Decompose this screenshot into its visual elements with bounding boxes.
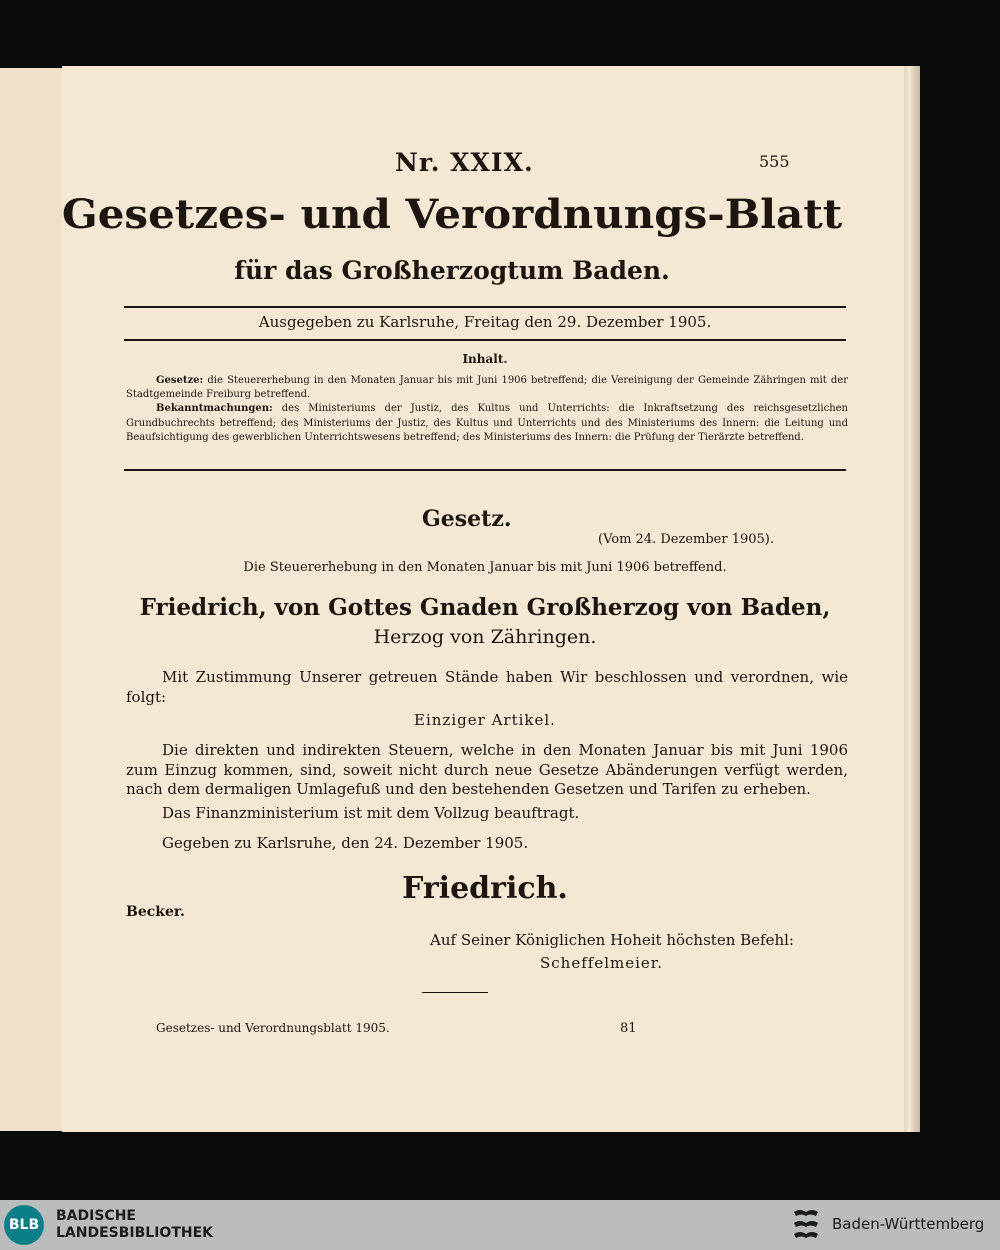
library-name-line2: LANDESBIBLIOTHEK bbox=[56, 1225, 214, 1241]
signature: Friedrich. bbox=[402, 871, 568, 906]
sovereign-subtitle: Herzog von Zähringen. bbox=[373, 626, 597, 648]
closing-rule bbox=[422, 992, 488, 993]
library-bar bbox=[0, 1200, 1000, 1250]
footer-publication: Gesetzes- und Verordnungsblatt 1905. bbox=[156, 1021, 390, 1035]
preamble: Mit Zustimmung Unserer getreuen Stände haben Wir beschlossen und verordnen, wie folgt: bbox=[126, 668, 848, 706]
rule-issue bbox=[124, 339, 846, 341]
rule-contents bbox=[124, 469, 846, 471]
contents-notices-text: des Ministeriums der Justiz, des Kultus und Unterrichts: die Inkraftsetzung des reichsgesetzlichen Grundbuchrechts betreffend; des Ministeriums der Justiz, des Kultus und Unterrichts und des Ministeriums des Innern: die Leitung und Beaufsichtigung des gewerblichen Unterrichtswesens betreffend; des Ministeriums des Innern: die Prüfung der Tierärzte betreffend. bbox=[126, 403, 848, 443]
rule-top bbox=[124, 306, 846, 308]
contents-notices-label: Bekanntmachungen: bbox=[156, 403, 273, 415]
page-stack-edge bbox=[902, 66, 920, 1132]
footer-sheet-number: 81 bbox=[620, 1021, 637, 1036]
countersignature: Becker. bbox=[126, 904, 185, 920]
page-title: Gesetzes- und Verordnungs-Blatt bbox=[61, 191, 843, 238]
page-number: 555 bbox=[759, 152, 790, 171]
library-name-line1: BADISCHE bbox=[56, 1208, 136, 1224]
article-text: Die direkten und indirekten Steuern, welche in den Monaten Januar bis mit Juni 1906 zum Einzug kommen, sind, soweit nicht durch neue Gesetze Abänderungen verfügt werden, nach dem dermaligen Umlagefuß und den bestehenden Gesetzen und Tarifen zu erheben. bbox=[126, 741, 848, 798]
lions-crest-icon bbox=[790, 1206, 824, 1244]
contents-laws-label: Gesetze: bbox=[156, 375, 204, 386]
contents-block bbox=[126, 374, 848, 445]
given-line: Gegeben zu Karlsruhe, den 24. Dezember 1905. bbox=[162, 834, 529, 852]
document-page bbox=[62, 66, 904, 1132]
page-subtitle: für das Großherzogtum Baden. bbox=[234, 256, 670, 285]
article-heading: Einziger Artikel. bbox=[414, 711, 556, 729]
library-name[interactable] bbox=[56, 1208, 213, 1242]
contents-heading: Inhalt. bbox=[462, 352, 508, 366]
blb-logo-icon[interactable]: BLB bbox=[4, 1205, 44, 1245]
official-name: Scheffelmeier. bbox=[540, 954, 664, 972]
state-name[interactable]: Baden-Württemberg bbox=[832, 1215, 985, 1233]
issue-number: Nr. XXIX. bbox=[395, 148, 534, 177]
article-text-2: Das Finanzministerium ist mit dem Vollzug beauftragt. bbox=[162, 804, 580, 822]
issue-line: Ausgegeben zu Karlsruhe, Freitag den 29. Dezember 1905. bbox=[258, 313, 712, 331]
contents-laws-text: die Steuererhebung in den Monaten Januar bis mit Juni 1906 betreffend; die Vereinigung der Gemeinde Zähringen mit der Stadtgemeinde Freiburg betreffend. bbox=[126, 375, 849, 401]
sovereign-title: Friedrich, von Gottes Gnaden Großherzog von Baden, bbox=[139, 594, 831, 621]
law-date: (Vom 24. Dezember 1905). bbox=[598, 532, 774, 547]
law-subject: Die Steuererhebung in den Monaten Januar bis mit Juni 1906 betreffend. bbox=[243, 560, 727, 575]
law-heading: Gesetz. bbox=[422, 506, 512, 532]
order-line: Auf Seiner Königlichen Hoheit höchsten Befehl: bbox=[430, 931, 794, 949]
